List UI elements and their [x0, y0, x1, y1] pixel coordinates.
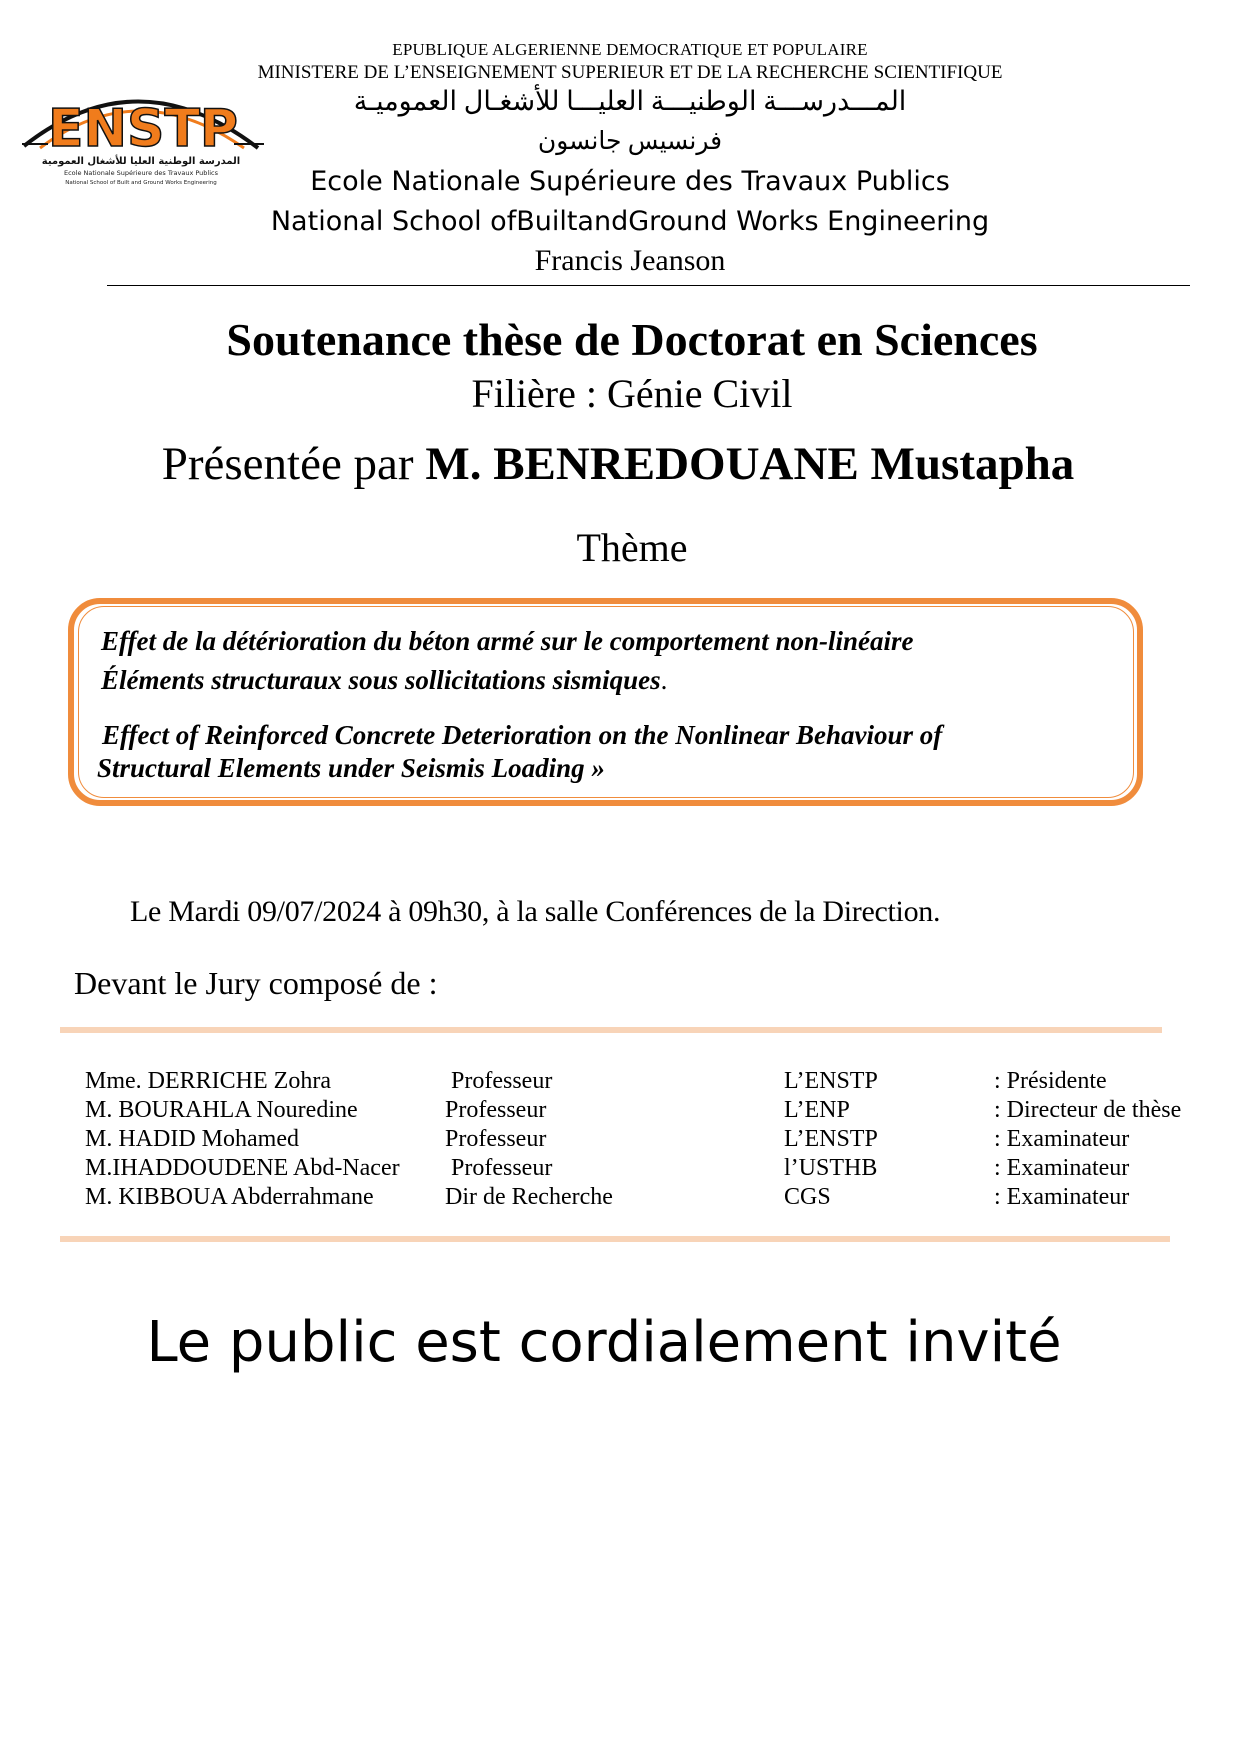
jury-intro: Devant le Jury composé de :	[74, 965, 438, 1001]
logo-english-name: National School of Built and Ground Works Engineering	[65, 180, 217, 186]
theme-heading: Thème	[576, 525, 688, 570]
republic-heading: EPUBLIQUE ALGERIENNE DEMOCRATIQUE ET POPULAIRE	[392, 40, 868, 59]
jury-member-role: : Examinateur	[994, 1126, 1130, 1152]
header-divider	[107, 285, 1190, 286]
jury-member-institution: L’ENSTP	[784, 1126, 878, 1152]
theme-english-line-2: Structural Elements under Seismis Loading »	[97, 753, 605, 783]
filiere-label: Filière : Génie Civil	[471, 371, 793, 416]
logo-arabic-name: المدرسة الوطنية العليا للأشغال العمومية	[41, 156, 241, 167]
jury-row	[0, 1184, 1242, 1213]
jury-row	[0, 1155, 1242, 1184]
date-location: Le Mardi 09/07/2024 à 09h30, à la salle Conférences de la Direction.	[130, 895, 941, 928]
jury-member-name: M.IHADDOUDENE Abd-Nacer	[85, 1155, 400, 1181]
presenter-name: M. BENREDOUANE Mustapha	[425, 438, 1075, 490]
jury-row	[0, 1097, 1242, 1126]
jury-member-institution: L’ENSTP	[784, 1068, 878, 1094]
jury-top-divider	[60, 1027, 1162, 1033]
jury-member-role: : Examinateur	[994, 1184, 1130, 1210]
closing-invitation: Le public est cordialement invité	[146, 1310, 1062, 1375]
school-patron-name: Francis Jeanson	[534, 244, 726, 277]
school-patron-arabic: فرنسيس جانسون	[537, 128, 723, 155]
theme-french-line-2-text: Éléments structuraux sous sollicitations sismiques	[101, 665, 661, 695]
presenter-line	[0, 437, 1236, 491]
page-title: Soutenance thèse de Doctorat en Sciences	[226, 314, 1038, 365]
theme-french-line-2-period: .	[660, 665, 668, 695]
jury-member-institution: L’ENP	[784, 1097, 850, 1123]
presenter-prefix: Présentée par	[161, 438, 426, 490]
logo-acronym: ENSTP	[47, 99, 239, 159]
jury-member-grade: Professeur	[445, 1155, 553, 1181]
theme-french-line-1: Effet de la détérioration du béton armé sur le comportement non-linéaire	[101, 626, 914, 656]
jury-member-grade: Professeur	[445, 1126, 547, 1152]
jury-member-role: : Directeur de thèse	[994, 1097, 1182, 1123]
ministry-heading: MINISTERE DE L’ENSEIGNEMENT SUPERIEUR ET DE LA RECHERCHE SCIENTIFIQUE	[257, 62, 1003, 83]
jury-row	[0, 1126, 1242, 1155]
logo-french-name: Ecole Nationale Supérieure des Travaux Publics	[64, 169, 218, 177]
jury-member-grade: Professeur	[445, 1068, 553, 1094]
jury-member-name: M. HADID Mohamed	[85, 1126, 299, 1152]
jury-member-institution: CGS	[784, 1184, 831, 1210]
theme-english-line-1: Effect of Reinforced Concrete Deterioration on the Nonlinear Behaviour of	[102, 720, 943, 750]
school-name-english: National School ofBuiltandGround Works Engineering	[270, 206, 990, 237]
jury-member-role: : Présidente	[994, 1068, 1107, 1094]
jury-bottom-divider	[60, 1236, 1170, 1242]
jury-member-grade: Professeur	[445, 1097, 547, 1123]
jury-table	[0, 1068, 1242, 1218]
jury-member-name: Mme. DERRICHE Zohra	[85, 1068, 331, 1094]
jury-member-name: M. BOURAHLA Nouredine	[85, 1097, 358, 1123]
jury-member-grade: Dir de Recherche	[445, 1184, 613, 1210]
jury-member-role: : Examinateur	[994, 1155, 1130, 1181]
school-name-arabic: المـــدرســـة الوطنيـــة العليـــا للأشغـال العموميـة	[353, 86, 907, 116]
jury-row	[0, 1068, 1242, 1097]
jury-member-name: M. KIBBOUA Abderrahmane	[85, 1184, 374, 1210]
school-name-french: Ecole Nationale Supérieure des Travaux Publics	[310, 166, 950, 197]
jury-member-institution: l’USTHB	[784, 1155, 878, 1181]
theme-french-line-2	[101, 665, 667, 696]
